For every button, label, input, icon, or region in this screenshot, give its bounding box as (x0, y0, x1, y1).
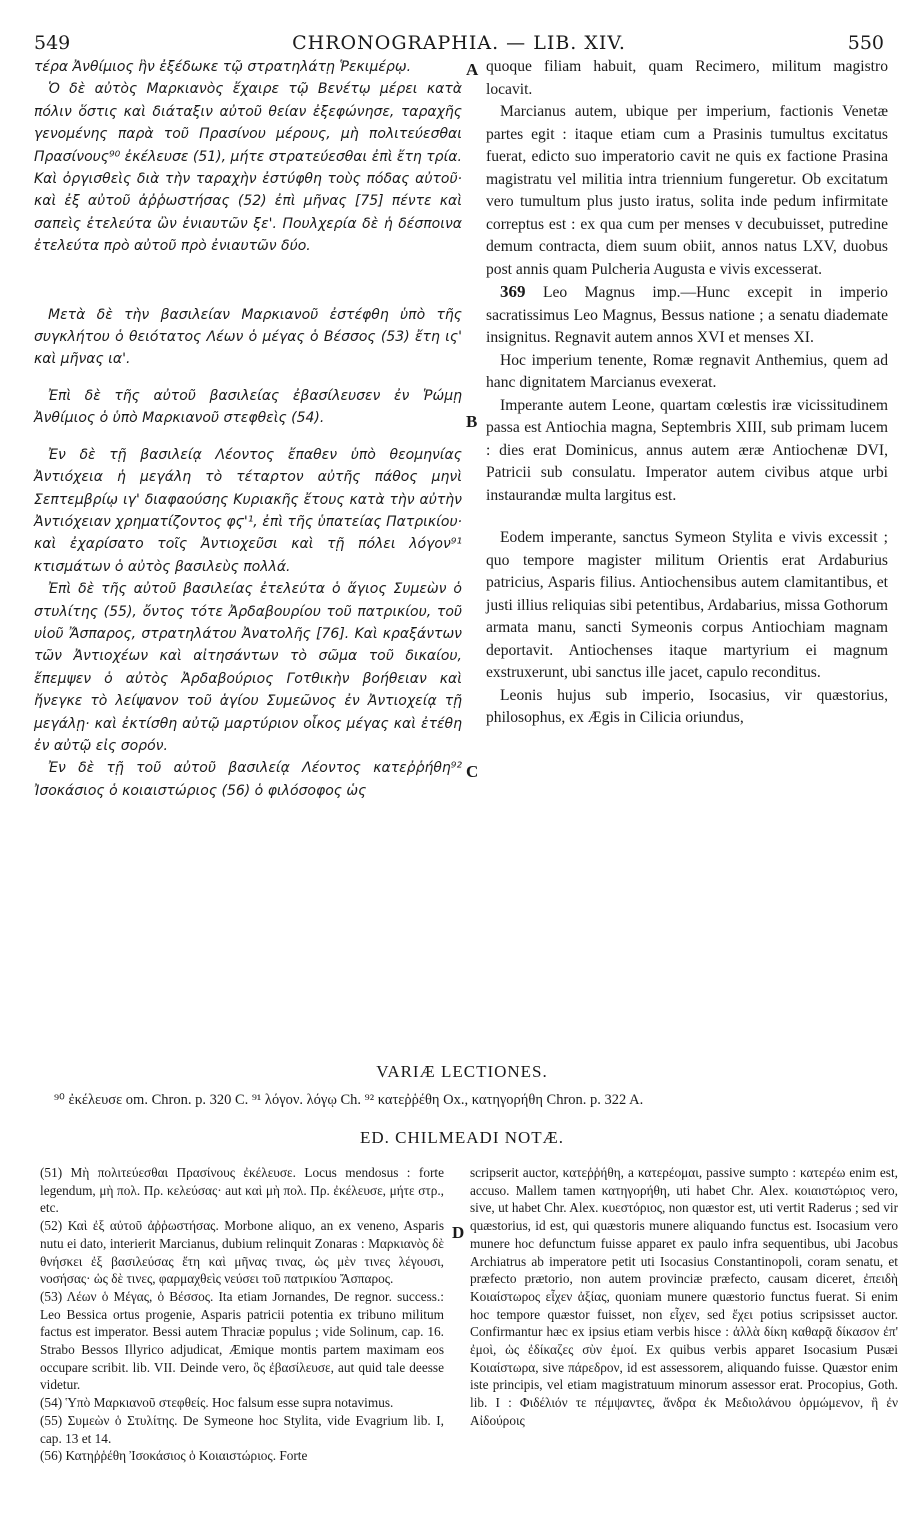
note-item: (51) Μὴ πολιτεύεσθαι Πρασίνους ἐκέλευσε. Locus mendosus : forte legendum, μὴ πολ. Πρ. κελεύσας· aut καὶ μὴ πολ. Πρ. ἐκέλευσε, μήτε στρ., etc. (40, 1165, 444, 1216)
greek-paragraph: τέρα Ἀνθίμιος ἣν ἐξέδωκε τῷ στρατηλάτῃ Ῥεκιμέρῳ. (34, 59, 412, 75)
note-item: (52) Καὶ ἐξ αὐτοῦ ἀῤῥωστήσας. Morbone aliquo, an ex veneno, Asparis nutu ei dato, interierit Marcianus, dubium relinquit Zonaras : Μαρκιανὸς δὲ θνήσκει ἐξ βασιλεύσας ἔτη καὶ μῆνας τινας, ὡς μὲν τινες λέγουσι, νοσήσας· ὡς δὲ τινες, φαρμαχθεὶς νεύσει τοῦ πατρικίου Ἄσπαρος. (40, 1218, 444, 1287)
section-number: 369 (500, 282, 526, 301)
notes-right-column (470, 1164, 898, 1430)
note-item: (55) Συμεὼν ὁ Στυλίτης. De Symeone hoc Stylita, vide Evagrium lib. I, cap. 13 et 14. (40, 1412, 444, 1446)
latin-paragraph: Imperante autem Leone, quartam cœlestis iræ vicissitudinem passa est Antiochia magna, Septembris XIII, sub primam lucem : dies erat Dominicus, annus autem æræ Antiochenæ DVI, Patricii sub consulatu. Imperator autem civibus atque urbi instaurandæ multa largitus est. (486, 396, 888, 504)
greek-column (34, 56, 462, 802)
marker-d: D (452, 1223, 465, 1242)
page-number-right: 550 (847, 32, 884, 54)
latin-paragraph: Marcianus autem, ubique per imperium, factionis Venetæ partes egit : itaque etiam cum a Prasinis tumultus excitatus fuerat, edicto suo imperatorio cavit ne quis ex factione Prasina magistratu vel militia intra triennium fungeretur. Ob excitatum vero tumultum plus justo iratus, solita inde pedum infirmitate correptus est : ex qua cum per menses v decubuisset, putredine demum contracta, diem suum obiit, annos natus LXV, duobus post annis quam Pulcheria Augusta e vivis excesserat. (486, 103, 888, 278)
marker-a: A (466, 60, 479, 79)
greek-paragraph: Ἐν δὲ τῇ βασιλείᾳ Λέοντος ἔπαθεν ὑπὸ θεομηνίας Ἀντιόχεια ἡ μεγάλη τὸ τέταρτον αὐτῆς πάθος μηνὶ Σεπτεμβρίῳ ιγ' διαφαούσης Κυριακῆς ἔτους κατὰ τὴν αὐτὴν Ἀντιόχειαν χρηματίζοντος φϛ'¹, ἐπὶ τῆς ὑπατείας Πατρικίου· καὶ ἐχαρίσατο τοῖς Ἀντιοχεῦσι καὶ τῇ πόλει λόγον⁹¹ κτισμάτων ὁ αὐτὸς βασιλεὺς πολλά. (34, 446, 462, 575)
greek-paragraph: Ὁ δὲ αὐτὸς Μαρκιανὸς ἔχαιρε τῷ Βενέτῳ μέρει κατὰ πόλιν ὅστις καὶ διάταξιν αὐτοῦ θείαν ἐξεφώνησε, ταραχῆς γενομένης παρὰ τοῦ Πρασίνου μέρους, μὴ πολιτεύεσθαι Πρασίνους⁹⁰ ἐκέλευσε (51), μήτε στρατεύεσθαι ἐπὶ ἔτη τρία. Καὶ ὀργισθεὶς διὰ τὴν ταραχὴν ἐστύφθη τοὺς πόδας αὐτοῦ· καὶ ἐξ αὐτοῦ ἀῤῥωστήσας (52) ἐπὶ μῆνας [75] πέντε καὶ σαπεὶς ἐτελεύτα ὢν ἐνιαυτῶν ξε'. Πουλχερία δὲ ἡ δέσποινα ἐτελεύτα πρὸ αὐτοῦ πρὸ ἐνιαυτῶν δύο. (34, 81, 462, 255)
page-number-left: 549 (34, 32, 71, 54)
latin-paragraph: Hoc imperium tenente, Romæ regnavit Anthemius, quem ad hanc dignitatem Marcianus evexerat. (486, 351, 888, 391)
latin-paragraph: quoque filiam habuit, quam Recimero, militum magistro locavit. (486, 58, 888, 98)
variae-lectiones-title: VARIÆ LECTIONES. (376, 1062, 548, 1081)
notae-title: ED. CHILMEADI NOTÆ. (359, 1128, 565, 1147)
greek-paragraph: Μετὰ δὲ τὴν βασιλείαν Μαρκιανοῦ ἐστέφθη ὑπὸ τῆς συγκλήτου ὁ θειότατος Λέων ὁ μέγας ὁ Βέσσος (53) ἔτη ις' καὶ μῆνας ια'. (34, 306, 462, 368)
note-continuation: scripserit auctor, κατεῤῥήθη, a κατερέομαι, passive sumpto : κατερέω enim est, accuso. Mallem tamen κατηγορήθη, uti habet Chr. Alex. κοιαιστώριος vero, sive, ut habet Chr. Alex. κυεστόριος, non quæstor est, uti vertit Raderus ; sed vir quæstorius, id est, qui quæstoris munere aliquando functus est. Isocasium vero munere hoc defunctum fuisse apparet ex paulo infra sequentibus, ubi Jacobus Archiatrus ab imperatore petit uti Isocasius Constantinopoli, coram senatu, et præfecto prætorio, non autem provinciæ præfecto, causam diceret, ἐπειδὴ Κοιαίστωρος εἶχεν ἀξίας, quoniam munere quæstorio functus fuerat. Si enim hoc tempore quæstor fuisset, non εἶχεν, sed ἔχει potius scripsisset auctor. Confirmantur hæc ex ipsius etiam verbis hisce : ἀλλὰ δίκη καθαρᾷ δίκασον ἐπ' ἐμοὶ, ὡς ἐδίκαζες σὺν ἐμοί. Ex quibus verbis apparet Isocasium Pusæi Κοιαίστωρα, sive πάρεδρον, id est assessorem, aliquando fuisse. Quæstor enim iste principis, vel etiam magistratuum minorum assessor erat. Procopius, Goth. lib. I : Φιδέλιόν τε πέμψαντες, ἄνδρα ἐκ Μεδιολάνου ὁρμώμενον, ἣ ἐν Αἰδούροις (470, 1165, 898, 1428)
notes-left-column (40, 1164, 444, 1465)
note-item: (53) Λέων ὁ Μέγας, ὁ Βέσσος. Ita etiam Jornandes, De regnor. success.: Leo Bessica ortus progenie, Asparis patricii potentia ex tribuno militum factus est imperator. Bessi autem Thraciæ populus ; vide Solinum, cap. 16. Strabo Bessos Illyrico adjudicat, Æmique montis partem maximam eos occupare scribit. lib. VII. Deinde vero, ὃς ἐβασίλευσε, aut quid tale deesse videtur. (40, 1288, 444, 1393)
latin-paragraph: Eodem imperante, sanctus Symeon Stylita e vivis excessit ; quo tempore magister militum Orientis erat Ardaburius patricius, Asparis filius. Antiochensibus autem clamitantibus, et justi illius reliquias sibi petentibus, Ardabarius, missa Gothorum armata manu, sancti Symeonis corpus Antiochiam magnam deportavit. Antiochenses itaque martyrium ei magnum exstruxerunt, ubi sanctus ille jacet, capulo reconditus. (486, 529, 888, 681)
page-header (34, 32, 884, 58)
note-item: (56) Κατηῤῥέθη Ἰσοκάσιος ὁ Κοιαιστώριος. Forte (40, 1448, 308, 1464)
greek-paragraph: Ἐπὶ δὲ τῆς αὐτοῦ βασιλείας ἐβασίλευσεν ἐν Ῥώμῃ Ἀνθίμιος ὁ ὑπὸ Μαρκιανοῦ στεφθεὶς (54). (34, 387, 462, 427)
greek-paragraph: Ἐπὶ δὲ τῆς αὐτοῦ βασιλείας ἐτελεύτα ὁ ἅγιος Συμεὼν ὁ στυλίτης (55), ὄντος τότε Ἀρδαβουρίου τοῦ πατρικίου, τοῦ υἱοῦ Ἄσπαρος, στρατηλάτου Ἀνατολῆς [76]. Καὶ κραξάντων τῶν Ἀντιοχέων καὶ αἰτησάντων τὸ σῶμα τοῦ δικαίου, ἔπεμψεν ὁ αὐτὸς Ἀρδαβούριος Γοτθικὴν βοήθειαν καὶ ἤνεγκε τὸ λείψανον τοῦ ἁγίου Συμεῶνος ἐν Ἀντιοχείᾳ τῇ μεγάλῃ· καὶ ἐκτίσθη αὐτῷ μαρτύριον οἶκος μέγας καὶ ἐτέθη ἐν αὐτῷ εἰς σορόν. (34, 581, 462, 754)
marker-b: B (466, 412, 478, 431)
latin-paragraph-369 (486, 281, 888, 350)
marker-c: C (466, 762, 479, 781)
latin-column (486, 56, 888, 730)
note-item: (54) Ὑπὸ Μαρκιανοῦ στεφθείς. Hoc falsum esse supra notavimus. (40, 1395, 394, 1411)
latin-paragraph: Leo Magnus imp.—Hunc excepit in imperio sacratissimus Leo Magnus, Bessus natione ; a senatu diademate insignitus. Regnavit autem annos XVI et menses XI. (486, 284, 888, 346)
latin-paragraph: Leonis hujus sub imperio, Isocasius, vir quæstorius, philosophus, ex Ægis in Cilicia oriundus, (486, 686, 888, 726)
running-title: CHRONOGRAPHIA. — LIB. XIV. (292, 32, 626, 54)
greek-paragraph: Ἐν δὲ τῇ τοῦ αὐτοῦ βασιλείᾳ Λέοντος κατεῤῥήθη⁹² Ἰσοκάσιος ὁ κοιαιστώριος (56) ὁ φιλόσοφος ὡς (34, 760, 462, 799)
variae-lectiones-text: ⁹⁰ ἐκέλευσε om. Chron. p. 320 C. ⁹¹ λόγον. λόγῳ Ch. ⁹² κατεῤῥέθη Ox., κατηγορήθη Chron. p. 322 A. (54, 1092, 644, 1108)
